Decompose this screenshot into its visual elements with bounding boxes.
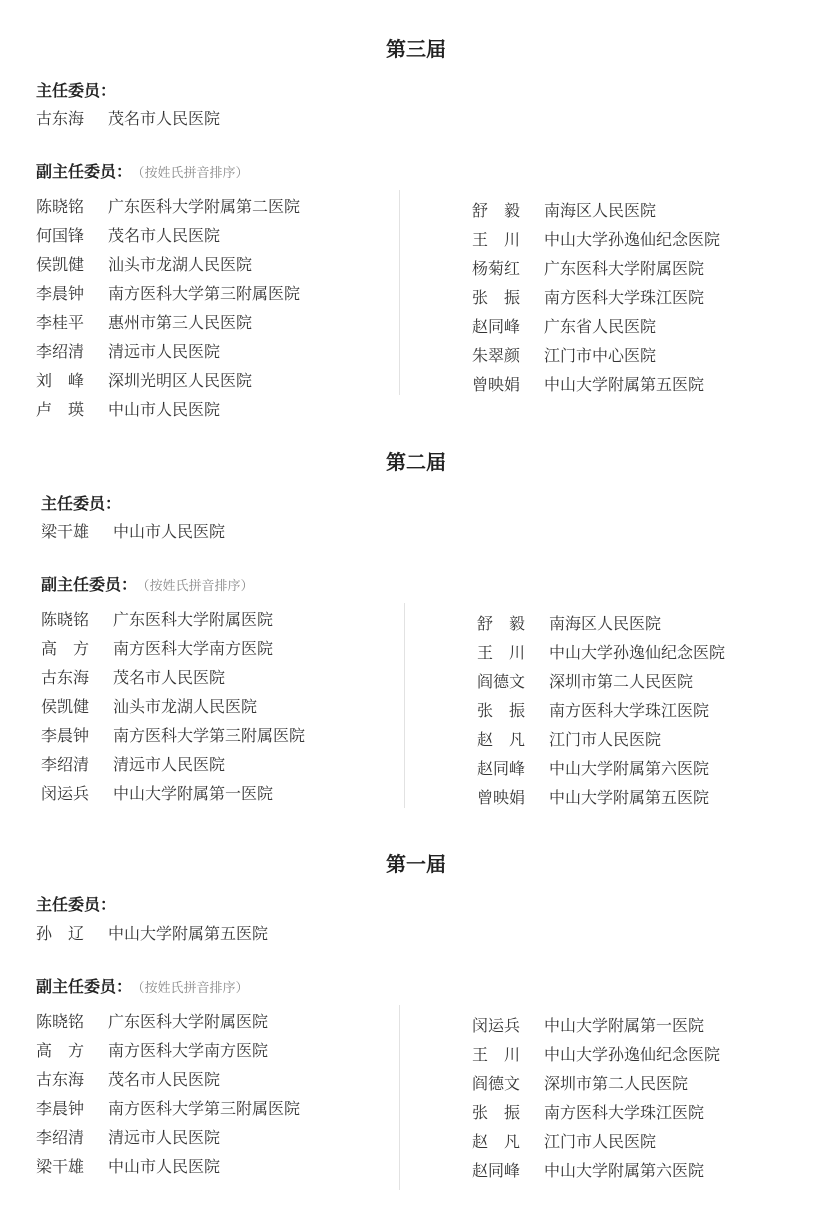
member-name: 曾映娟 (472, 375, 521, 394)
member-name: 阎德文 (477, 672, 526, 691)
member-row (41, 697, 257, 717)
vice-label-text: 副主任委员： (41, 575, 138, 594)
member-row (36, 400, 220, 420)
member-hospital: 深圳光明区人民医院 (108, 371, 253, 390)
member-row (472, 230, 720, 250)
member-name: 侯凯健 (41, 697, 90, 716)
member-hospital: 茂名市人民医院 (108, 109, 221, 128)
vice-sort-note: （按姓氏拼音排序） (138, 981, 249, 996)
member-name: 古东海 (36, 1070, 85, 1089)
member-row (36, 197, 300, 217)
member-row (36, 371, 252, 391)
vice-sort-note: （按姓氏拼音排序） (138, 166, 249, 181)
member-name: 梁干雄 (41, 522, 90, 541)
member-row (36, 1128, 220, 1148)
member-row (472, 288, 704, 308)
member-row (41, 726, 305, 746)
member-row (36, 1099, 300, 1119)
member-name: 舒 毅 (472, 201, 521, 220)
member-name: 闵运兵 (41, 784, 90, 803)
member-row (36, 1157, 220, 1177)
member-row (36, 1012, 268, 1032)
member-row (472, 1103, 704, 1123)
member-hospital: 广东医科大学附属第二医院 (108, 197, 301, 216)
member-hospital: 中山大学孙逸仙纪念医院 (544, 230, 721, 249)
member-hospital: 中山大学附属第一医院 (544, 1016, 705, 1035)
member-row (36, 313, 252, 333)
member-hospital: 南方医科大学第三附属医院 (113, 726, 306, 745)
member-name: 李晨钟 (41, 726, 90, 745)
member-name: 李晨钟 (36, 1099, 85, 1118)
member-name: 张 振 (472, 1103, 521, 1122)
member-hospital: 广东省人民医院 (544, 317, 657, 336)
member-hospital: 清远市人民医院 (108, 342, 221, 361)
member-name: 古东海 (41, 668, 90, 687)
member-name: 何国锋 (36, 226, 85, 245)
member-hospital: 清远市人民医院 (108, 1128, 221, 1147)
column-divider (399, 1005, 400, 1190)
member-row (477, 672, 693, 692)
member-row (41, 784, 273, 804)
member-name: 王 川 (472, 230, 521, 249)
member-row (36, 284, 300, 304)
member-name: 侯凯健 (36, 255, 85, 274)
member-hospital: 中山市人民医院 (113, 522, 226, 541)
member-row (477, 614, 661, 634)
member-name: 阎德文 (472, 1074, 521, 1093)
section-title: 第一届 (386, 852, 446, 876)
vice-label (41, 575, 254, 597)
member-hospital: 惠州市第三人民医院 (108, 313, 253, 332)
member-hospital: 南方医科大学第三附属医院 (108, 1099, 301, 1118)
member-name: 李绍清 (41, 755, 90, 774)
member-name: 高 方 (36, 1041, 85, 1060)
member-row (477, 759, 709, 779)
member-name: 赵同峰 (477, 759, 526, 778)
member-name: 高 方 (41, 639, 90, 658)
chair-label: 主任委员： (36, 895, 117, 914)
member-row (472, 375, 704, 395)
column-divider (399, 190, 400, 395)
member-row (472, 317, 656, 337)
member-hospital: 中山市人民医院 (108, 400, 221, 419)
member-hospital: 中山大学孙逸仙纪念医院 (544, 1045, 721, 1064)
member-row (472, 1074, 688, 1094)
member-name: 陈晓铭 (36, 1012, 85, 1031)
member-row (41, 755, 225, 775)
member-name: 梁干雄 (36, 1157, 85, 1176)
member-hospital: 中山大学孙逸仙纪念医院 (549, 643, 726, 662)
member-hospital: 南方医科大学第三附属医院 (108, 284, 301, 303)
member-name: 陈晓铭 (41, 610, 90, 629)
member-name: 朱翠颜 (472, 346, 521, 365)
member-hospital: 中山大学附属第五医院 (108, 924, 269, 943)
member-row (477, 701, 709, 721)
member-hospital: 广东医科大学附属医院 (544, 259, 705, 278)
chair-row (36, 109, 220, 129)
member-row (41, 639, 273, 659)
member-hospital: 茂名市人民医院 (108, 226, 221, 245)
member-hospital: 南方医科大学珠江医院 (544, 288, 705, 307)
member-name: 王 川 (477, 643, 526, 662)
member-name: 张 振 (477, 701, 526, 720)
member-name: 舒 毅 (477, 614, 526, 633)
member-row (477, 788, 709, 808)
member-row (472, 201, 656, 221)
member-row (472, 259, 704, 279)
member-hospital: 茂名市人民医院 (113, 668, 226, 687)
vice-label-text: 副主任委员： (36, 162, 133, 181)
member-row (36, 255, 252, 275)
member-name: 赵 凡 (477, 730, 526, 749)
member-name: 曾映娟 (477, 788, 526, 807)
member-name: 孙 辽 (36, 924, 85, 943)
member-name: 李绍清 (36, 1128, 85, 1147)
member-row (477, 730, 661, 750)
member-hospital: 南方医科大学珠江医院 (549, 701, 710, 720)
chair-label: 主任委员： (41, 494, 122, 513)
member-row (41, 668, 225, 688)
member-hospital: 南方医科大学珠江医院 (544, 1103, 705, 1122)
section-title: 第三届 (386, 37, 446, 61)
member-name: 赵同峰 (472, 317, 521, 336)
member-row (472, 346, 656, 366)
member-hospital: 中山大学附属第五医院 (549, 788, 710, 807)
member-name: 刘 峰 (36, 371, 85, 390)
member-name: 张 振 (472, 288, 521, 307)
member-hospital: 茂名市人民医院 (108, 1070, 221, 1089)
member-row (36, 342, 220, 362)
member-row (36, 226, 220, 246)
member-name: 杨菊红 (472, 259, 521, 278)
column-divider (404, 603, 405, 808)
member-row (477, 643, 725, 663)
chair-row (41, 522, 225, 542)
vice-label (36, 162, 249, 184)
member-hospital: 中山大学附属第六医院 (549, 759, 710, 778)
member-row (472, 1161, 704, 1181)
member-name: 古东海 (36, 109, 85, 128)
member-name: 陈晓铭 (36, 197, 85, 216)
chair-row (36, 924, 268, 944)
member-hospital: 江门市中心医院 (544, 346, 657, 365)
member-hospital: 深圳市第二人民医院 (549, 672, 694, 691)
member-hospital: 中山大学附属第一医院 (113, 784, 274, 803)
member-row (472, 1132, 656, 1152)
member-hospital: 清远市人民医院 (113, 755, 226, 774)
member-name: 赵 凡 (472, 1132, 521, 1151)
member-hospital: 汕头市龙湖人民医院 (108, 255, 253, 274)
member-name: 李绍清 (36, 342, 85, 361)
member-name: 赵同峰 (472, 1161, 521, 1180)
member-hospital: 中山大学附属第六医院 (544, 1161, 705, 1180)
member-row (36, 1041, 268, 1061)
chair-label: 主任委员： (36, 81, 117, 100)
member-name: 卢 瑛 (36, 400, 85, 419)
member-row (41, 610, 273, 630)
member-row (36, 1070, 220, 1090)
vice-sort-note: （按姓氏拼音排序） (143, 579, 254, 594)
vice-label-text: 副主任委员： (36, 977, 133, 996)
section-title: 第二届 (386, 450, 446, 474)
member-name: 闵运兵 (472, 1016, 521, 1035)
member-hospital: 南方医科大学南方医院 (108, 1041, 269, 1060)
member-name: 王 川 (472, 1045, 521, 1064)
member-hospital: 江门市人民医院 (544, 1132, 657, 1151)
member-name: 李晨钟 (36, 284, 85, 303)
member-row (472, 1016, 704, 1036)
member-hospital: 广东医科大学附属医院 (108, 1012, 269, 1031)
member-hospital: 南海区人民医院 (549, 614, 662, 633)
member-hospital: 南海区人民医院 (544, 201, 657, 220)
member-hospital: 中山大学附属第五医院 (544, 375, 705, 394)
member-hospital: 中山市人民医院 (108, 1157, 221, 1176)
member-name: 李桂平 (36, 313, 85, 332)
member-hospital: 南方医科大学南方医院 (113, 639, 274, 658)
member-hospital: 广东医科大学附属医院 (113, 610, 274, 629)
member-hospital: 江门市人民医院 (549, 730, 662, 749)
member-row (472, 1045, 720, 1065)
member-hospital: 深圳市第二人民医院 (544, 1074, 689, 1093)
vice-label (36, 977, 249, 999)
member-hospital: 汕头市龙湖人民医院 (113, 697, 258, 716)
